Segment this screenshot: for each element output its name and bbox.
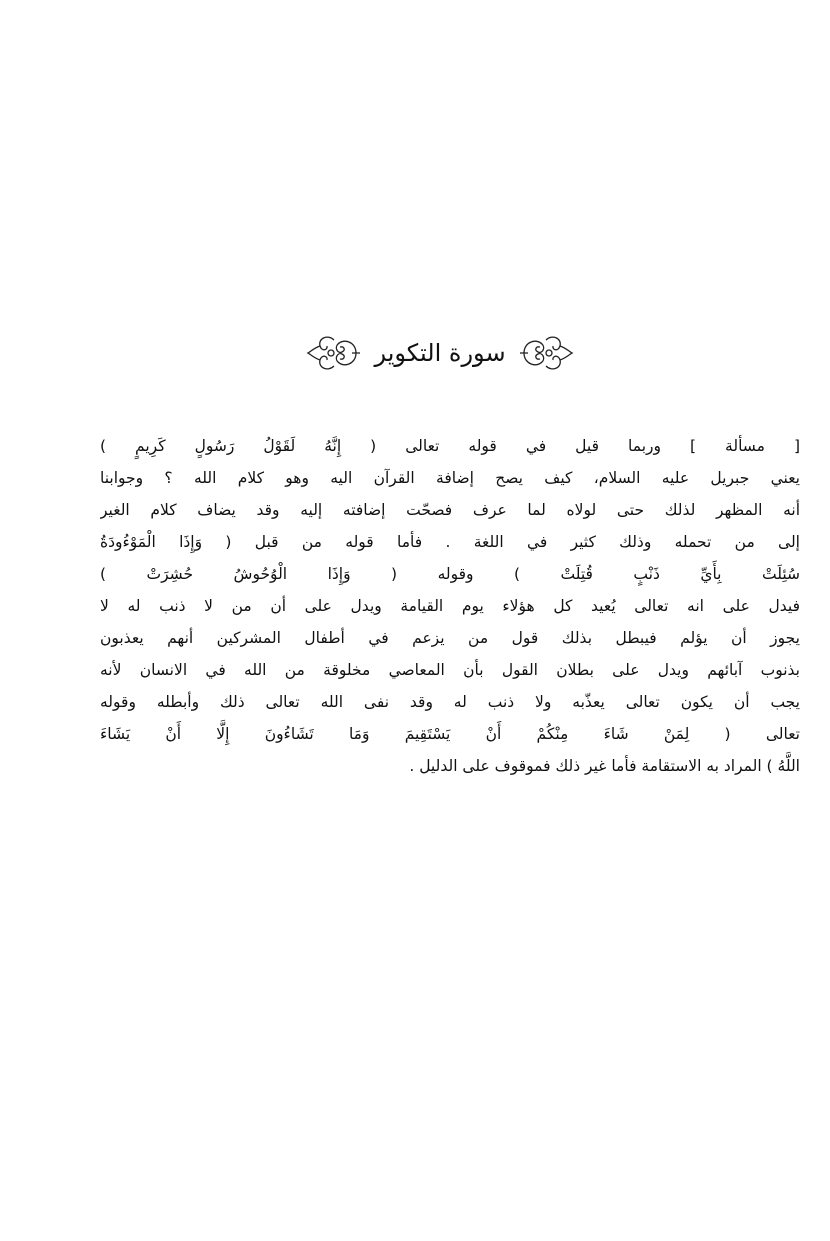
right-ornament-icon (516, 330, 576, 376)
text-line: فيدل على انه تعالى يُعيد كل هؤلاء يوم القيامة ويدل على أن من لا ذنب له لا (100, 597, 800, 615)
commentary-paragraph (100, 430, 800, 782)
text-line: اللَّهُ ) المراد به الاستقامة فأما غير ذلك فموقوف على الدليل . (409, 757, 800, 775)
text-line: يعني جبريل عليه السلام، كيف يصح إضافة القرآن اليه وهو كلام الله ؟ وجوابنا (100, 469, 800, 487)
text-line: سُئِلَتْ بِأَيِّ ذَنْبٍ قُتِلَتْ ) وقوله ( وَإِذَا الْوُحُوشُ حُشِرَتْ ) (100, 565, 800, 583)
text-line: يجوز أن يؤلم فيبطل بذلك قول من يزعم في أطفال المشركين أنهم يعذبون (100, 629, 800, 647)
chapter-title: سورة التكوير (374, 339, 506, 367)
text-line: أنه المظهر لذلك حتى لولاه لما عرف فصحّت إضافته إليه وقد يضاف كلام الغير (100, 501, 800, 519)
chapter-heading-inner (285, 318, 595, 388)
chapter-heading (0, 318, 830, 388)
text-line: تعالى ( لِمَنْ شَاءَ مِنْكُمْ أَنْ يَسْتَقِيمَ وَمَا تَشَاءُونَ إِلَّا أَنْ يَشَاءَ (100, 725, 800, 743)
text-line: يجب أن يكون تعالى يعذّبه ولا ذنب له وقد نفى الله تعالى ذلك وأبطله وقوله (100, 693, 800, 711)
text-line: إلى من تحمله وذلك كثير في اللغة . فأما قوله من قبل ( وَإِذَا الْمَوْءُودَةُ (100, 533, 800, 551)
text-line: بذنوب آبائهم ويدل على بطلان القول بأن المعاصي مخلوقة من الله في الانسان لأنه (100, 661, 800, 679)
text-line: [ مسألة ] وربما قيل في قوله تعالى ( إِنَّهُ لَقَوْلُ رَسُولٍ كَرِيمٍ ) (100, 437, 800, 455)
left-ornament-icon (304, 330, 364, 376)
